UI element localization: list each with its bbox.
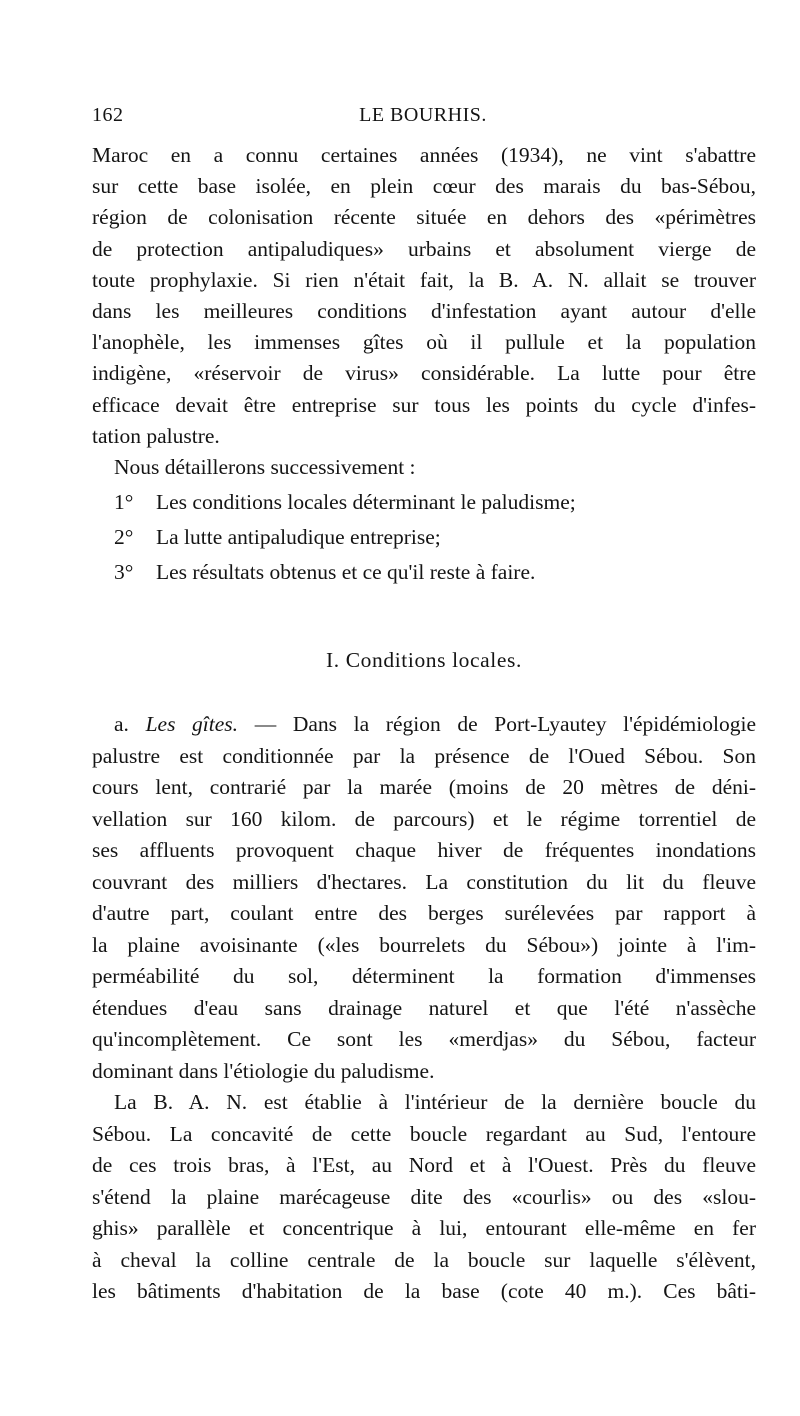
text-line: tation palustre. <box>92 423 220 448</box>
paragraph-lead: a. <box>114 712 129 736</box>
running-head: LE BOURHIS. <box>359 104 487 126</box>
text-line: de ces trois bras, à l'Est, au Nord et à l'Ouest. Près du fleuve <box>92 1153 756 1177</box>
text-line: couvrant des milliers d'hectares. La constitution du lit du fleuve <box>92 869 756 894</box>
text-line: à cheval la colline centrale de la boucle sur laquelle s'élèvent, <box>92 1247 756 1272</box>
numbered-list <box>92 485 756 590</box>
text-line: perméabilité du sol, déterminent la formation d'immenses <box>92 964 756 988</box>
body-text-lower <box>92 709 756 1308</box>
paragraph-intro: Nous détaillerons successivement : <box>114 454 416 479</box>
text-line: palustre est conditionnée par la présence de l'Oued Sébou. Son <box>92 743 756 768</box>
text-line: l'anophèle, les immenses gîtes où il pullule et la population <box>92 330 756 355</box>
page-header <box>92 104 754 132</box>
page-number: 162 <box>92 104 124 126</box>
text-line: étendues d'eau sans drainage naturel et que l'été n'assèche <box>92 995 756 1020</box>
text-line: qu'incomplètement. Ce sont les «merdjas» du Sébou, facteur <box>92 1027 756 1051</box>
text-line: de protection antipaludiques» urbains et absolument vierge de <box>92 236 756 261</box>
list-text: La lutte antipaludique entreprise; <box>156 525 441 550</box>
text-line: ghis» parallèle et concentrique à lui, entourant elle-même en fer <box>92 1216 756 1240</box>
paragraph-lead-italic: Les gîtes. <box>145 712 239 736</box>
body-text-upper <box>92 140 756 590</box>
text-line: sur cette base isolée, en plein cœur des marais du bas-Sébou, <box>92 174 756 199</box>
text-line: les bâtiments d'habitation de la base (cote 40 m.). Ces bâti- <box>92 1279 756 1303</box>
text-line: Maroc en a connu certaines années (1934), ne vint s'abattre <box>92 143 756 167</box>
text-line: cours lent, contrarié par la marée (moins de 20 mètres de déni- <box>92 775 756 799</box>
text-line: dans les meilleures conditions d'infestation ayant autour d'elle <box>92 298 756 323</box>
text-line: toute prophylaxie. Si rien n'était fait, la B. A. N. allait se trouver <box>92 267 756 292</box>
text-line: indigène, «réservoir de virus» considérable. La lutte pour être <box>92 361 756 386</box>
text-line: la plaine avoisinante («les bourrelets du Sébou») jointe à l'im- <box>92 932 756 957</box>
list-item <box>92 485 756 520</box>
list-text: Les résultats obtenus et ce qu'il reste à faire. <box>156 560 536 585</box>
list-number: 1° <box>114 490 134 515</box>
text-line: Sébou. La concavité de cette boucle regardant au Sud, l'entoure <box>92 1121 756 1146</box>
text-line <box>92 709 756 741</box>
text-line: efficace devait être entreprise sur tous les points du cycle d'infes- <box>92 392 756 417</box>
text-line: région de colonisation récente située en dehors des «périmètres <box>92 205 756 230</box>
text-line: s'étend la plaine marécageuse dite des «courlis» ou des «slou- <box>92 1184 756 1209</box>
list-number: 3° <box>114 560 134 585</box>
list-text: Les conditions locales déterminant le paludisme; <box>156 490 576 515</box>
paragraph-lead-rest: — Dans la région de Port-Lyautey l'épidémiologie <box>254 712 756 736</box>
list-item <box>92 555 756 590</box>
section-title: I. Conditions locales. <box>326 648 522 672</box>
text-line: dominant dans l'étiologie du paludisme. <box>92 1058 435 1083</box>
text-line: vellation sur 160 kilom. de parcours) et le régime torrentiel de <box>92 806 756 831</box>
list-item <box>92 520 756 555</box>
text-line: ses affluents provoquent chaque hiver de fréquentes inondations <box>92 838 756 862</box>
text-line: d'autre part, coulant entre des berges surélevées par rapport à <box>92 901 756 925</box>
list-number: 2° <box>114 525 134 550</box>
text-line: La B. A. N. est établie à l'intérieur de la dernière boucle du <box>114 1090 756 1114</box>
